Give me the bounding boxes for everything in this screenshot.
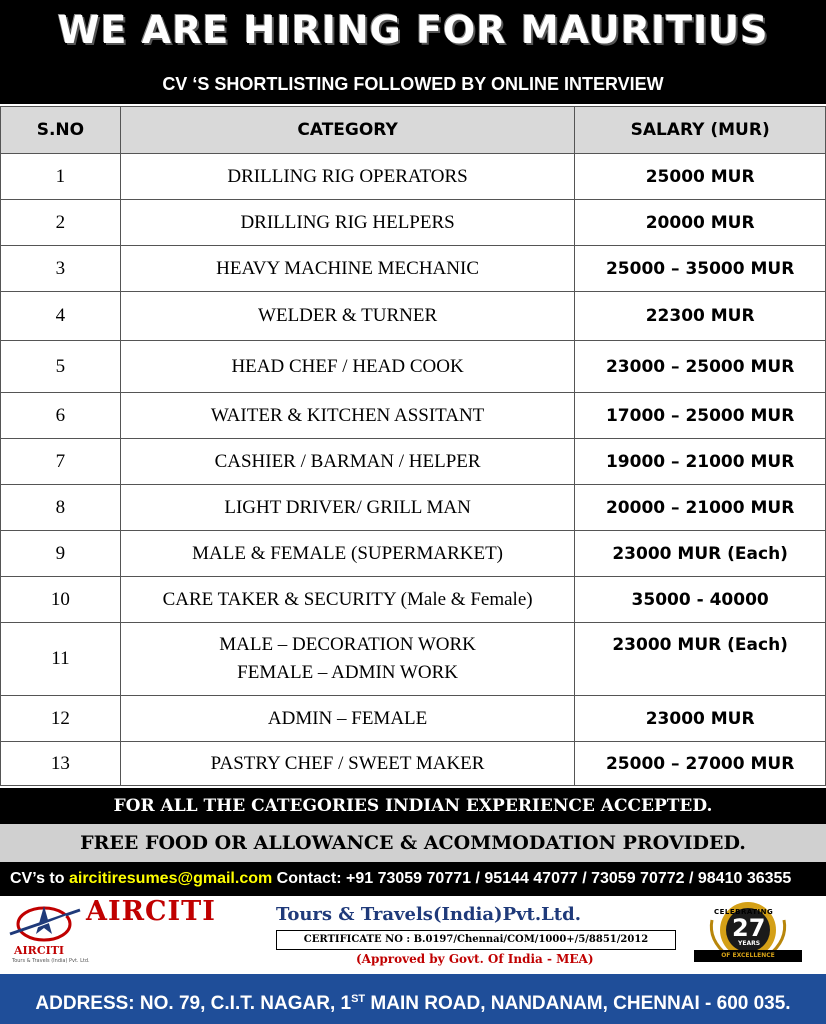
row-category: HEAD CHEF / HEAD COOK <box>120 341 574 393</box>
row-salary: 17000 – 25000 MUR <box>575 393 826 439</box>
logo-tagline: Tours & Travels (India) Pvt. Ltd. <box>12 958 90 964</box>
table-row <box>1 577 826 623</box>
row-sno: 7 <box>1 439 121 485</box>
table-row <box>1 531 826 577</box>
row-category: DRILLING RIG HELPERS <box>120 200 574 246</box>
header-category: CATEGORY <box>120 107 574 154</box>
table-row <box>1 393 826 439</box>
row-sno: 6 <box>1 393 121 439</box>
row-sno: 1 <box>1 154 121 200</box>
header-sno: S.NO <box>1 107 121 154</box>
table-row <box>1 341 826 393</box>
jobs-table <box>0 106 826 786</box>
row-salary: 22300 MUR <box>575 292 826 341</box>
row-salary: 23000 – 25000 MUR <box>575 341 826 393</box>
row-salary: 23000 MUR (Each) <box>575 531 826 577</box>
row-category: CARE TAKER & SECURITY (Male & Female) <box>120 577 574 623</box>
table-row <box>1 696 826 742</box>
row-category: HEAVY MACHINE MECHANIC <box>120 246 574 292</box>
row-category: WAITER & KITCHEN ASSITANT <box>120 393 574 439</box>
row-category: MALE & FEMALE (SUPERMARKET) <box>120 531 574 577</box>
badge-number: 27 <box>732 914 766 942</box>
table-row <box>1 154 826 200</box>
row-salary: 25000 MUR <box>575 154 826 200</box>
company-logo <box>6 900 90 970</box>
row-salary: 25000 – 35000 MUR <box>575 246 826 292</box>
row-salary: 23000 MUR (Each) <box>575 623 826 696</box>
row-salary: 20000 MUR <box>575 200 826 246</box>
experience-banner: FOR ALL THE CATEGORIES INDIAN EXPERIENCE ACCEPTED. <box>0 788 826 824</box>
row-sno: 2 <box>1 200 121 246</box>
row-salary: 35000 - 40000 <box>575 577 826 623</box>
contact-prefix: CV’s to <box>10 870 69 887</box>
row-sno: 9 <box>1 531 121 577</box>
row-category: CASHIER / BARMAN / HELPER <box>120 439 574 485</box>
row-category <box>120 623 574 696</box>
address-bar <box>0 974 826 1024</box>
company-block <box>0 896 826 974</box>
row-salary: 25000 – 27000 MUR <box>575 742 826 786</box>
row-sno: 10 <box>1 577 121 623</box>
row-salary: 20000 – 21000 MUR <box>575 485 826 531</box>
row-category: LIGHT DRIVER/ GRILL MAN <box>120 485 574 531</box>
address-part1: ADDRESS: NO. 79, C.I.T. NAGAR, 1 <box>35 993 352 1014</box>
table-row <box>1 623 826 696</box>
row-sno: 4 <box>1 292 121 341</box>
header <box>0 0 826 104</box>
certificate-number: CERTIFICATE NO : B.0197/Chennai/COM/1000+/5/8851/2012 <box>276 930 676 950</box>
brand-name: AIRCITI <box>86 896 216 927</box>
table-row <box>1 200 826 246</box>
contact-phones: Contact: +91 73059 70771 / 95144 47077 / 73059 70772 / 98410 36355 <box>272 870 792 887</box>
row-category: DRILLING RIG OPERATORS <box>120 154 574 200</box>
logo-text: AIRCITI <box>14 944 65 957</box>
row-sno: 8 <box>1 485 121 531</box>
row-sno: 5 <box>1 341 121 393</box>
page-title: WE ARE HIRING FOR MAURITIUS <box>57 8 769 52</box>
badge-years: YEARS <box>738 940 761 947</box>
row-category-line2: FEMALE – ADMIN WORK <box>237 662 458 683</box>
row-sno: 11 <box>1 623 121 696</box>
table-row <box>1 292 826 341</box>
anniversary-badge <box>688 900 808 970</box>
table-row <box>1 246 826 292</box>
email-link[interactable]: aircitiresumes@gmail.com <box>68 870 273 887</box>
table-row <box>1 742 826 786</box>
row-sno: 3 <box>1 246 121 292</box>
row-salary: 19000 – 21000 MUR <box>575 439 826 485</box>
table-row <box>1 439 826 485</box>
row-sno: 12 <box>1 696 121 742</box>
address-ordinal: ST <box>351 993 366 1005</box>
table-header-row <box>1 107 826 154</box>
header-salary: SALARY (MUR) <box>575 107 826 154</box>
row-sno: 13 <box>1 742 121 786</box>
contact-bar <box>0 862 826 896</box>
badge-top-text: CELEBRATING <box>714 908 774 916</box>
row-category: PASTRY CHEF / SWEET MAKER <box>120 742 574 786</box>
approval-note: (Approved by Govt. Of India - MEA) <box>356 952 594 966</box>
airplane-logo-icon <box>6 900 84 944</box>
page-subtitle: CV ‘S SHORTLISTING FOLLOWED BY ONLINE INTERVIEW <box>162 74 664 94</box>
row-category: WELDER & TURNER <box>120 292 574 341</box>
brand-subtitle: Tours & Travels(India)Pvt.Ltd. <box>276 904 581 925</box>
table-row <box>1 485 826 531</box>
row-category: ADMIN – FEMALE <box>120 696 574 742</box>
row-salary: 23000 MUR <box>575 696 826 742</box>
badge-ribbon: OF EXCELLENCE <box>694 950 802 962</box>
address-part2: MAIN ROAD, NANDANAM, CHENNAI - 600 035. <box>365 993 791 1014</box>
row-category-line1: MALE – DECORATION WORK <box>219 634 476 655</box>
benefits-banner: FREE FOOD OR ALLOWANCE & ACOMMODATION PROVIDED. <box>0 824 826 862</box>
